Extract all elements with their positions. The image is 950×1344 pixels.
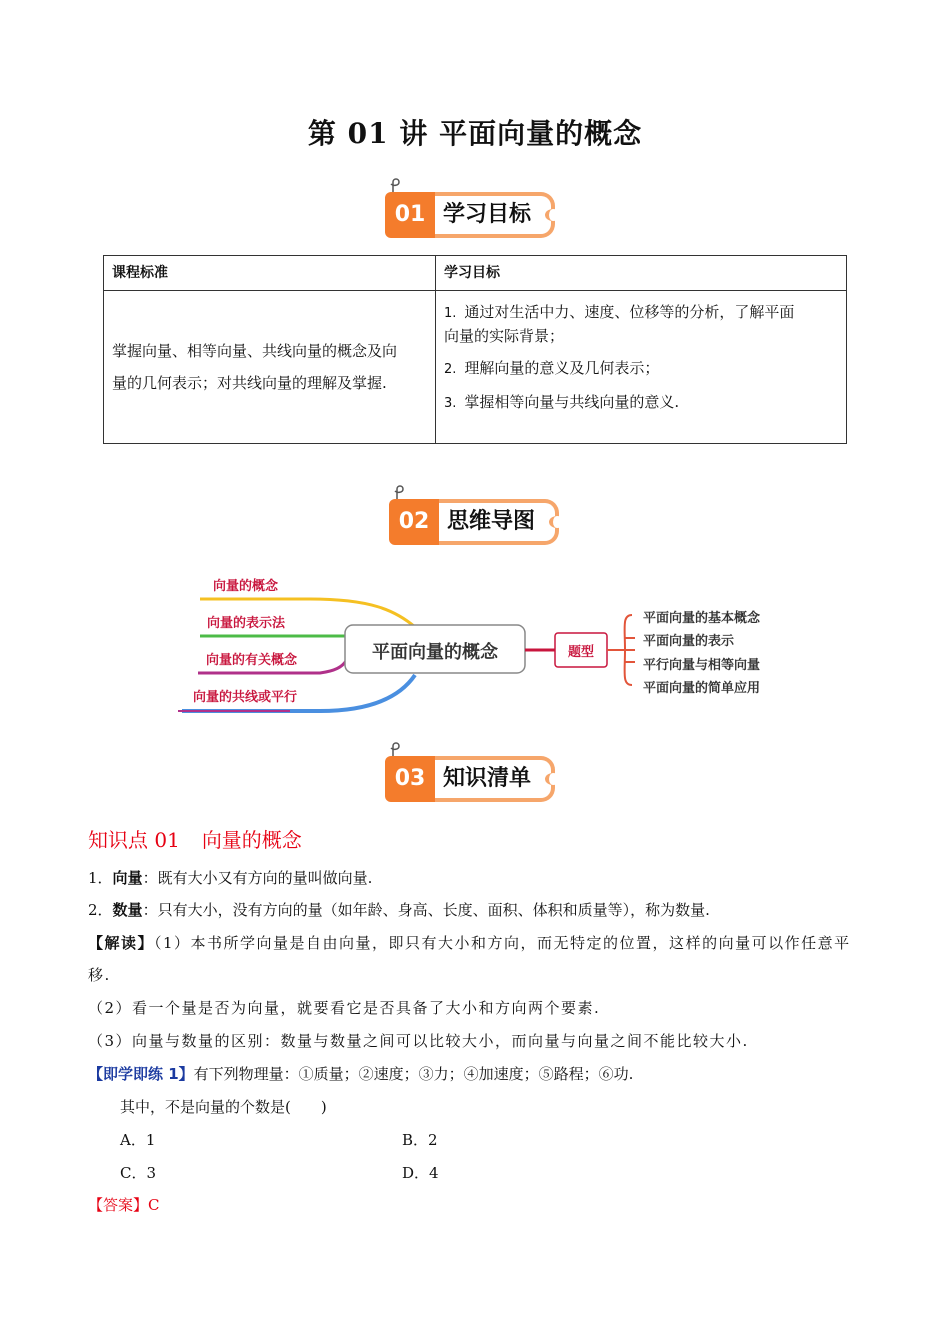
mindmap-left-node: 向量的有关概念 xyxy=(206,653,298,668)
term-scalar: 数量 xyxy=(112,901,143,919)
interpretation-label: 【解读】 xyxy=(88,934,155,952)
section-badge-knowledge xyxy=(385,748,570,804)
objective-number: 2. xyxy=(444,362,457,377)
section-label: 学习目标 xyxy=(435,192,555,238)
objective-item xyxy=(444,357,838,381)
mindmap-left-node: 向量的概念 xyxy=(213,579,279,594)
standard-line: 量的几何表示；对共线向量的理解及掌握. xyxy=(112,374,387,392)
interpretation-line: 移. xyxy=(88,966,111,984)
question-text: 其中，不是向量的个数是( ) xyxy=(120,1098,327,1116)
definition-vector xyxy=(88,867,868,889)
section-label: 思维导图 xyxy=(439,499,559,545)
mindmap-left-node: 向量的表示法 xyxy=(207,616,286,631)
page-title: 第 01 讲 平面向量的概念 xyxy=(307,117,643,150)
standard-line: 掌握向量、相等向量、共线向量的概念及向 xyxy=(112,342,398,360)
item-number: 1． xyxy=(88,869,113,887)
objective-text: 通过对生活中力、速度、位移等的分析，了解平面 xyxy=(464,303,795,321)
mindmap-right-node: 平面向量的基本概念 xyxy=(643,611,761,626)
answer-line xyxy=(88,1194,868,1216)
knowledge-point-label: 知识点 01 xyxy=(88,828,180,852)
answer-value: C xyxy=(148,1196,160,1214)
interpretation-text: （1）本书所学向量是自由向量，即只有大小和方向，而无特定的位置，这样的向量可以作任意平 xyxy=(154,934,851,952)
section-number: 01 xyxy=(385,192,435,238)
table-header-standard: 课程标准 xyxy=(104,256,436,291)
section-label: 知识清单 xyxy=(435,756,555,802)
standard-cell xyxy=(104,291,436,444)
objective-item xyxy=(444,301,838,347)
definition-text: ：只有大小，没有方向的量（如年龄、身高、长度、面积、体积和质量等），称为数量. xyxy=(142,901,710,919)
item-number: 2． xyxy=(88,901,113,919)
option-b: B．2 xyxy=(402,1131,438,1149)
interpretation-line: （3）向量与数量的区别：数量与数量之间可以比较大小，而向量与向量之间不能比较大小. xyxy=(88,1032,749,1050)
objective-number: 1. xyxy=(444,306,457,321)
knowledge-point-heading xyxy=(88,824,302,853)
mindmap-right-node: 平面向量的表示 xyxy=(643,634,735,649)
mindmap-right-node: 平行向量与相等向量 xyxy=(643,658,761,673)
option-d: D．4 xyxy=(402,1164,439,1182)
mindmap-center: 平面向量的概念 xyxy=(372,642,498,663)
definition-scalar xyxy=(88,899,868,921)
objective-number: 3. xyxy=(444,396,457,411)
objectives-cell xyxy=(436,291,847,444)
term-vector: 向量 xyxy=(112,869,143,887)
objective-text: 理解向量的意义及几何表示； xyxy=(464,359,660,377)
interpretation-line xyxy=(88,932,868,954)
mindmap-left-node: 向量的共线或平行 xyxy=(193,690,298,705)
practice-line xyxy=(88,1063,868,1085)
objective-text-cont: 向量的实际背景； xyxy=(444,327,565,345)
section-badge-mindmap xyxy=(389,491,574,547)
practice-label: 【即学即练 1】 xyxy=(88,1065,194,1083)
mindmap-topic: 题型 xyxy=(567,645,594,660)
table-header-objectives: 学习目标 xyxy=(436,256,847,291)
answer-label: 【答案】 xyxy=(88,1196,149,1214)
interpretation-line: （2）看一个量是否为向量，就要看它是否具备了大小和方向两个要素. xyxy=(88,999,601,1017)
knowledge-point-title: 向量的概念 xyxy=(201,828,302,852)
section-number: 02 xyxy=(389,499,439,545)
section-badge-goals xyxy=(385,184,570,240)
objective-text: 掌握相等向量与共线向量的意义. xyxy=(464,393,680,411)
objective-item xyxy=(444,391,838,415)
definition-text: ：既有大小又有方向的量叫做向量. xyxy=(142,869,373,887)
option-c: C．3 xyxy=(120,1164,157,1182)
mindmap-right-node: 平面向量的简单应用 xyxy=(643,681,761,696)
option-a: A．1 xyxy=(120,1131,156,1149)
goals-table xyxy=(103,255,847,444)
practice-text: 有下列物理量：①质量；②速度；③力；④加速度；⑤路程；⑥功. xyxy=(193,1065,634,1083)
section-number: 03 xyxy=(385,756,435,802)
